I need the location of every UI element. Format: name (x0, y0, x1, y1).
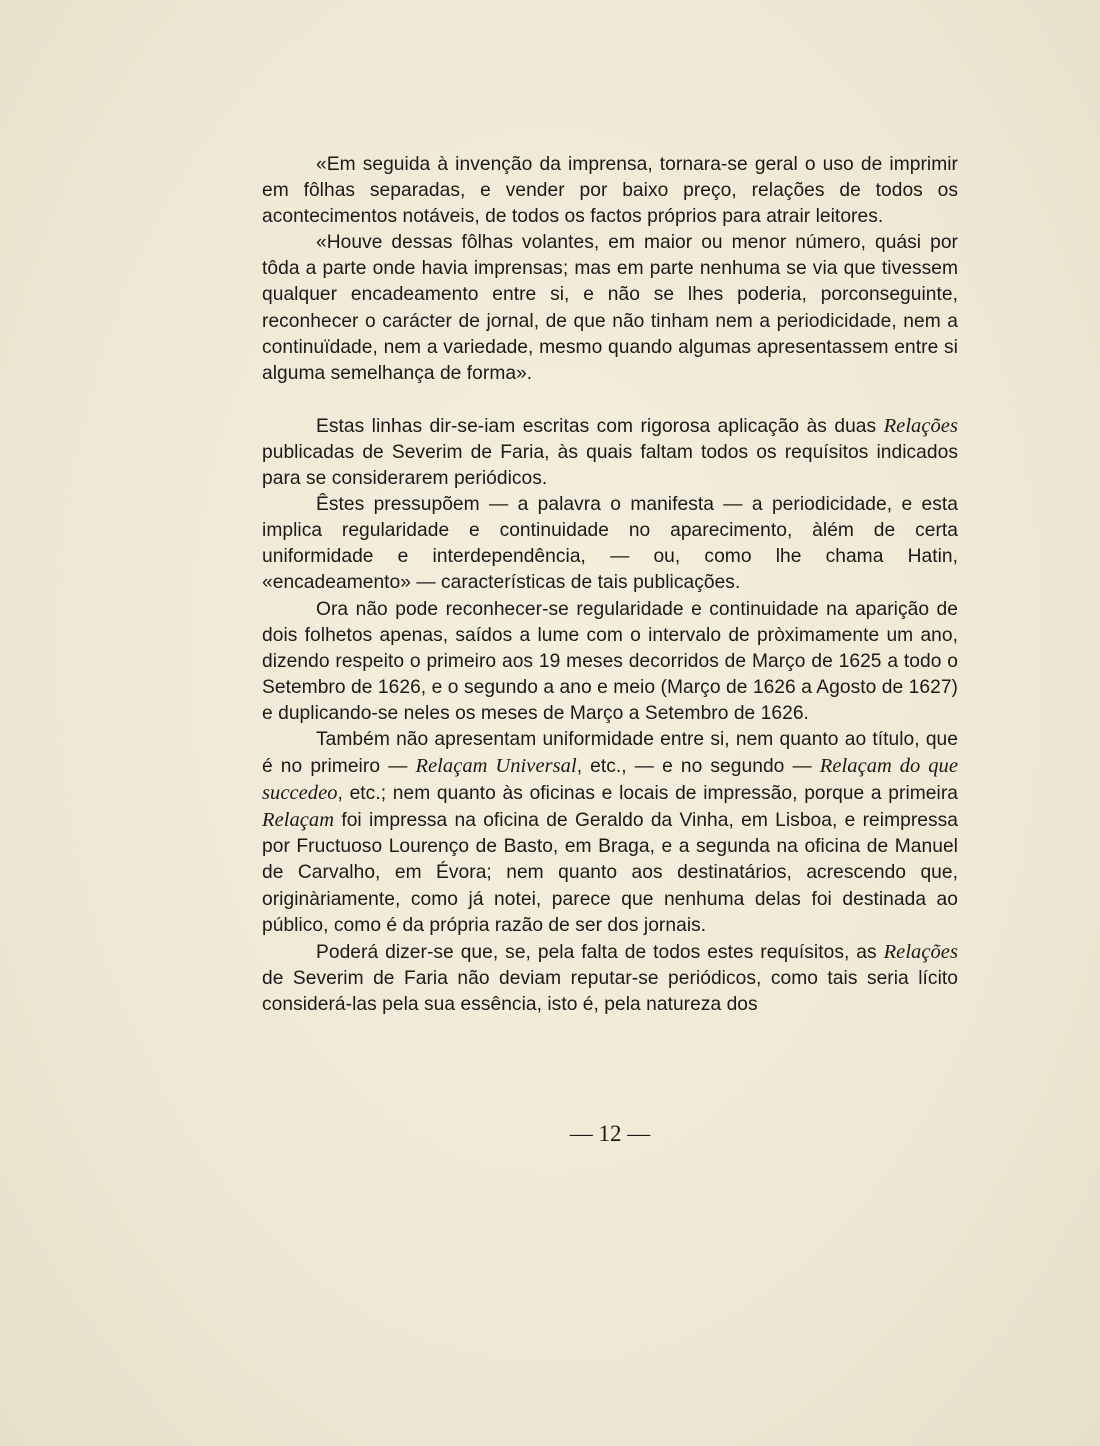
text-run: «Houve dessas fôlhas volantes, em maior ou menor número, quási por tôda a parte onde havia imprensas; mas em parte nenhuma se via que tivessem qualquer encadeamento entre si, e não se lhes poderia, porconseguinte, reconhecer o carácter de jornal, de que não tinham nem a periodicidade, nem a continuïdade, nem a variedade, mesmo quando algumas apresentassem entre si alguma semelhança de forma». (262, 232, 958, 384)
text-run: Poderá dizer-se que, se, pela falta de todos estes requísitos, as (316, 941, 884, 963)
text-run: Ora não pode reconhecer-se regularidade e continuidade na aparição de dois folhetos apenas, saídos a lume com o intervalo de pròximamente um ano, dizendo respeito o primeiro aos 19 meses decorridos de Março de 1625 a todo o Setembro de 1626, e o segundo a ano e meio (Março de 1626 a Agosto de 1627) e duplicando-se neles os meses de Março a Setembro de 1626. (262, 598, 958, 724)
body-text (262, 152, 958, 1018)
text-run: foi impressa na oficina de Geraldo da Vinha, em Lisboa, e reimpressa por Fructuoso Lourenço de Basto, em Braga, e a segunda na oficina de Manuel de Carvalho, em Évora; nem quanto aos destinatários, acrescendo que, originàriamente, como já notei, parece que nenhuma delas foi destinada ao público, como é da própria razão de ser dos jornais. (262, 810, 958, 936)
italic-title: Relações (883, 940, 958, 963)
italic-title: Relaçam (262, 809, 335, 832)
text-run: , etc.; nem quanto às oficinas e locais de impressão, porque a primeira (337, 783, 958, 805)
text-run: Também não apresentam uniformidade entre si, nem quanto ao título, que é no primeiro — (262, 728, 958, 778)
text-run: , etc., — e no segundo — (576, 756, 820, 778)
text-run: «Em seguida à invenção da imprensa, tornara-se geral o uso de imprimir em fôlhas separadas, e vender por baixo preço, relações de todos os acontecimentos notáveis, de todos os factos próprios para atrair leitores. (262, 154, 958, 228)
text-run: Estas linhas dir-se-iam escritas com rigorosa aplicação às duas (316, 415, 884, 437)
paragraph-1 (262, 152, 958, 230)
paragraph-6 (262, 727, 958, 939)
text-run: de Severim de Faria não deviam reputar-se periódicos, como tais seria lícito considerá-las pela sua essência, isto é, pela natureza dos (262, 967, 958, 1015)
italic-title: Relaçam do que succedeo (262, 755, 958, 805)
text-run: publicadas de Severim de Faria, às quais faltam todos os requísitos indicados para se considerarem periódicos. (262, 441, 958, 490)
italic-title: Relações (883, 414, 958, 437)
page-number: — 12 — (569, 1121, 651, 1146)
paragraph-7 (262, 939, 958, 1018)
text-run: Êstes pressupõem — a palavra o manifesta — a periodicidade, e esta implica regularidade e continuidade no aparecimento, àlém de certa uniformidade e interdependência, — ou, como lhe chama Hatin, «encadeamento» — características de tais publicações. (262, 494, 958, 594)
paragraph-2 (262, 230, 958, 387)
italic-title: Relaçam Universal (415, 755, 577, 778)
paragraph-5 (262, 597, 958, 727)
paragraph-3 (262, 413, 958, 492)
paragraph-4 (262, 492, 958, 596)
